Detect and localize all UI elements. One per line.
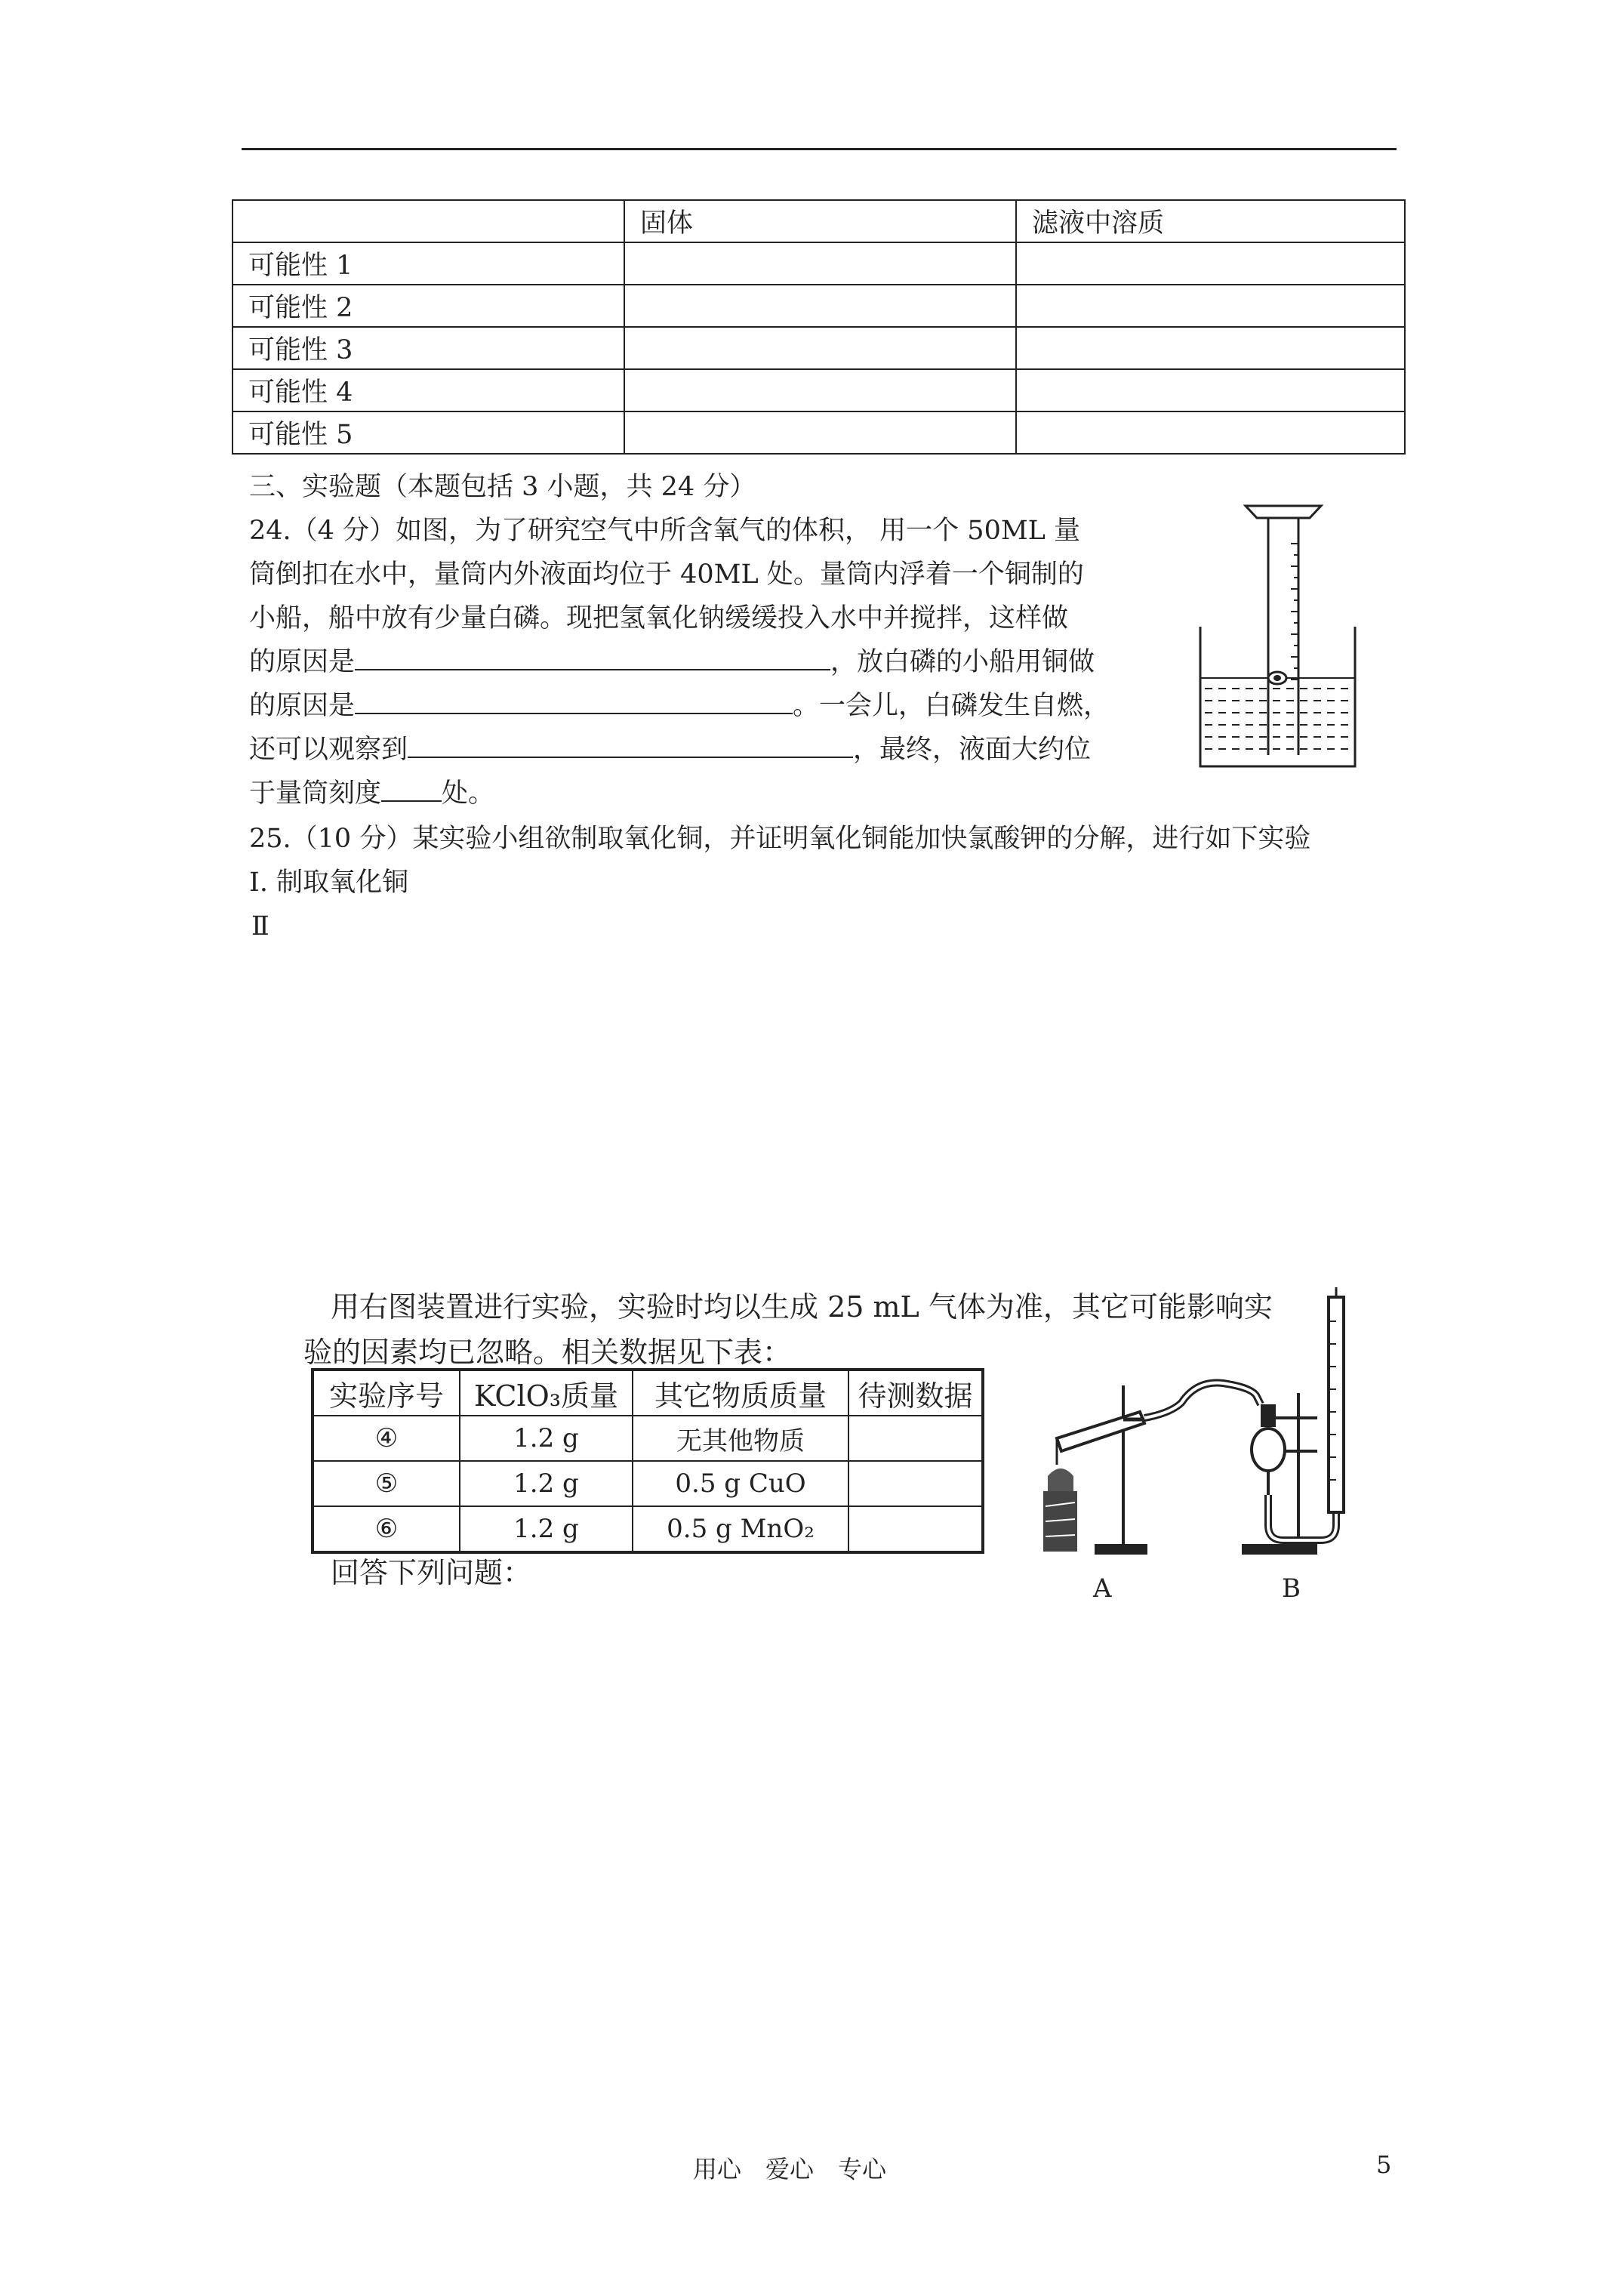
answer-cell[interactable]: [848, 1461, 983, 1506]
answer-blank[interactable]: [381, 800, 442, 802]
q24-text: 于量筒刻度: [249, 778, 382, 809]
q24-line: 24.（4 分）如图，为了研究空气中所含氧气的体积， 用一个 50ML 量: [249, 516, 1081, 546]
header-rule: [242, 148, 1397, 150]
table-cell: 1.2 g: [460, 1461, 633, 1506]
table-row: [233, 369, 1405, 411]
table-row: [233, 285, 1405, 327]
answer-cell[interactable]: [848, 1416, 983, 1461]
scan-text-line: 回答下列问题：: [331, 1556, 532, 1589]
table-cell: 0.5 g MnO₂: [633, 1506, 848, 1552]
answer-cell[interactable]: [624, 242, 1016, 285]
table-header-cell: 滤液中溶质: [1016, 200, 1405, 242]
table-header-cell: KClO₃质量: [460, 1370, 633, 1416]
scan-text-line: 验的因素均已忽略。相关数据见下表：: [303, 1336, 792, 1369]
q24-text: 的原因是: [249, 647, 356, 677]
table-header-row: [233, 200, 1405, 242]
q24-line: 筒倒扣在水中，量筒内外液面均位于 40ML 处。量筒内浮着一个铜制的: [249, 559, 1084, 590]
table-row: [233, 411, 1405, 454]
table-cell: 1.2 g: [460, 1506, 633, 1552]
q24-line: 小船，船中放有少量白磷。现把氢氧化钠缓缓投入水中并搅拌，这样做: [249, 603, 1069, 633]
table-row: [313, 1416, 983, 1461]
answer-cell[interactable]: [624, 285, 1016, 327]
row-label: 可能性 1: [233, 242, 624, 285]
answer-cell[interactable]: [624, 327, 1016, 369]
possibility-table: [232, 199, 1406, 455]
table-row: [313, 1506, 983, 1552]
row-label: 可能性 3: [233, 327, 624, 369]
table-cell: 0.5 g CuO: [633, 1461, 848, 1506]
table-header-cell: 其它物质质量: [633, 1370, 848, 1416]
answer-cell[interactable]: [624, 369, 1016, 411]
q24-text: 。一会儿，白磷发生自燃，: [793, 691, 1110, 721]
table-cell: ④: [313, 1416, 460, 1461]
answer-cell[interactable]: [624, 411, 1016, 454]
q25-part: Ⅰ. 制取氧化铜: [249, 868, 409, 898]
answer-blank[interactable]: [408, 756, 853, 758]
q24-line: [249, 728, 1091, 772]
table-cell: 1.2 g: [460, 1416, 633, 1461]
answer-cell[interactable]: [1016, 369, 1405, 411]
page-number: 5: [1376, 2150, 1392, 2179]
table-cell: ⑥: [313, 1506, 460, 1552]
q24-text: 处。: [442, 778, 495, 809]
answer-cell[interactable]: [1016, 411, 1405, 454]
answer-cell[interactable]: [848, 1506, 983, 1552]
table-header-cell: 待测数据: [848, 1370, 983, 1416]
row-label: 可能性 5: [233, 411, 624, 454]
row-label: 可能性 2: [233, 285, 624, 327]
experiment-table: [311, 1368, 984, 1554]
table-row: [233, 327, 1405, 369]
answer-blank[interactable]: [355, 712, 793, 714]
answer-blank[interactable]: [355, 668, 830, 670]
q24-text: ，放白磷的小船用铜做: [830, 647, 1095, 677]
cylinder-in-beaker-diagram: [1185, 491, 1381, 778]
table-header-row: [313, 1370, 983, 1416]
q24-line: [249, 772, 494, 815]
table-header-cell: 固体: [624, 200, 1016, 242]
table-cell: ⑤: [313, 1461, 460, 1506]
answer-cell[interactable]: [1016, 327, 1405, 369]
section-title: 三、实验题（本题包括 3 小题，共 24 分）: [249, 472, 756, 502]
apparatus-label-a: A: [1093, 1573, 1112, 1604]
q24-line: [249, 640, 1095, 684]
scan-text-line: 用右图装置进行实验，实验时均以生成 25 mL 气体为准，其它可能影响实: [331, 1290, 1273, 1324]
q25-part: Ⅱ: [251, 911, 269, 942]
answer-cell[interactable]: [1016, 242, 1405, 285]
table-row: [313, 1461, 983, 1506]
answer-cell[interactable]: [1016, 285, 1405, 327]
q25-line: 25.（10 分）某实验小组欲制取氧化铜，并证明氧化铜能加快氯酸钾的分解，进行如下实验: [249, 824, 1311, 854]
table-row: [233, 242, 1405, 285]
table-header-cell: [233, 200, 624, 242]
footer-motto: 用心 爱心 专心: [693, 2155, 887, 2184]
gas-collection-apparatus-diagram: [1027, 1284, 1404, 1604]
table-header-cell: 实验序号: [313, 1370, 460, 1416]
q24-text: 的原因是: [249, 691, 356, 721]
q24-text: ，最终，液面大约位: [853, 735, 1092, 765]
q24-line: [249, 684, 1110, 728]
apparatus-label-b: B: [1282, 1573, 1301, 1604]
q24-text: 还可以观察到: [249, 735, 408, 765]
table-cell: 无其他物质: [633, 1416, 848, 1461]
row-label: 可能性 4: [233, 369, 624, 411]
